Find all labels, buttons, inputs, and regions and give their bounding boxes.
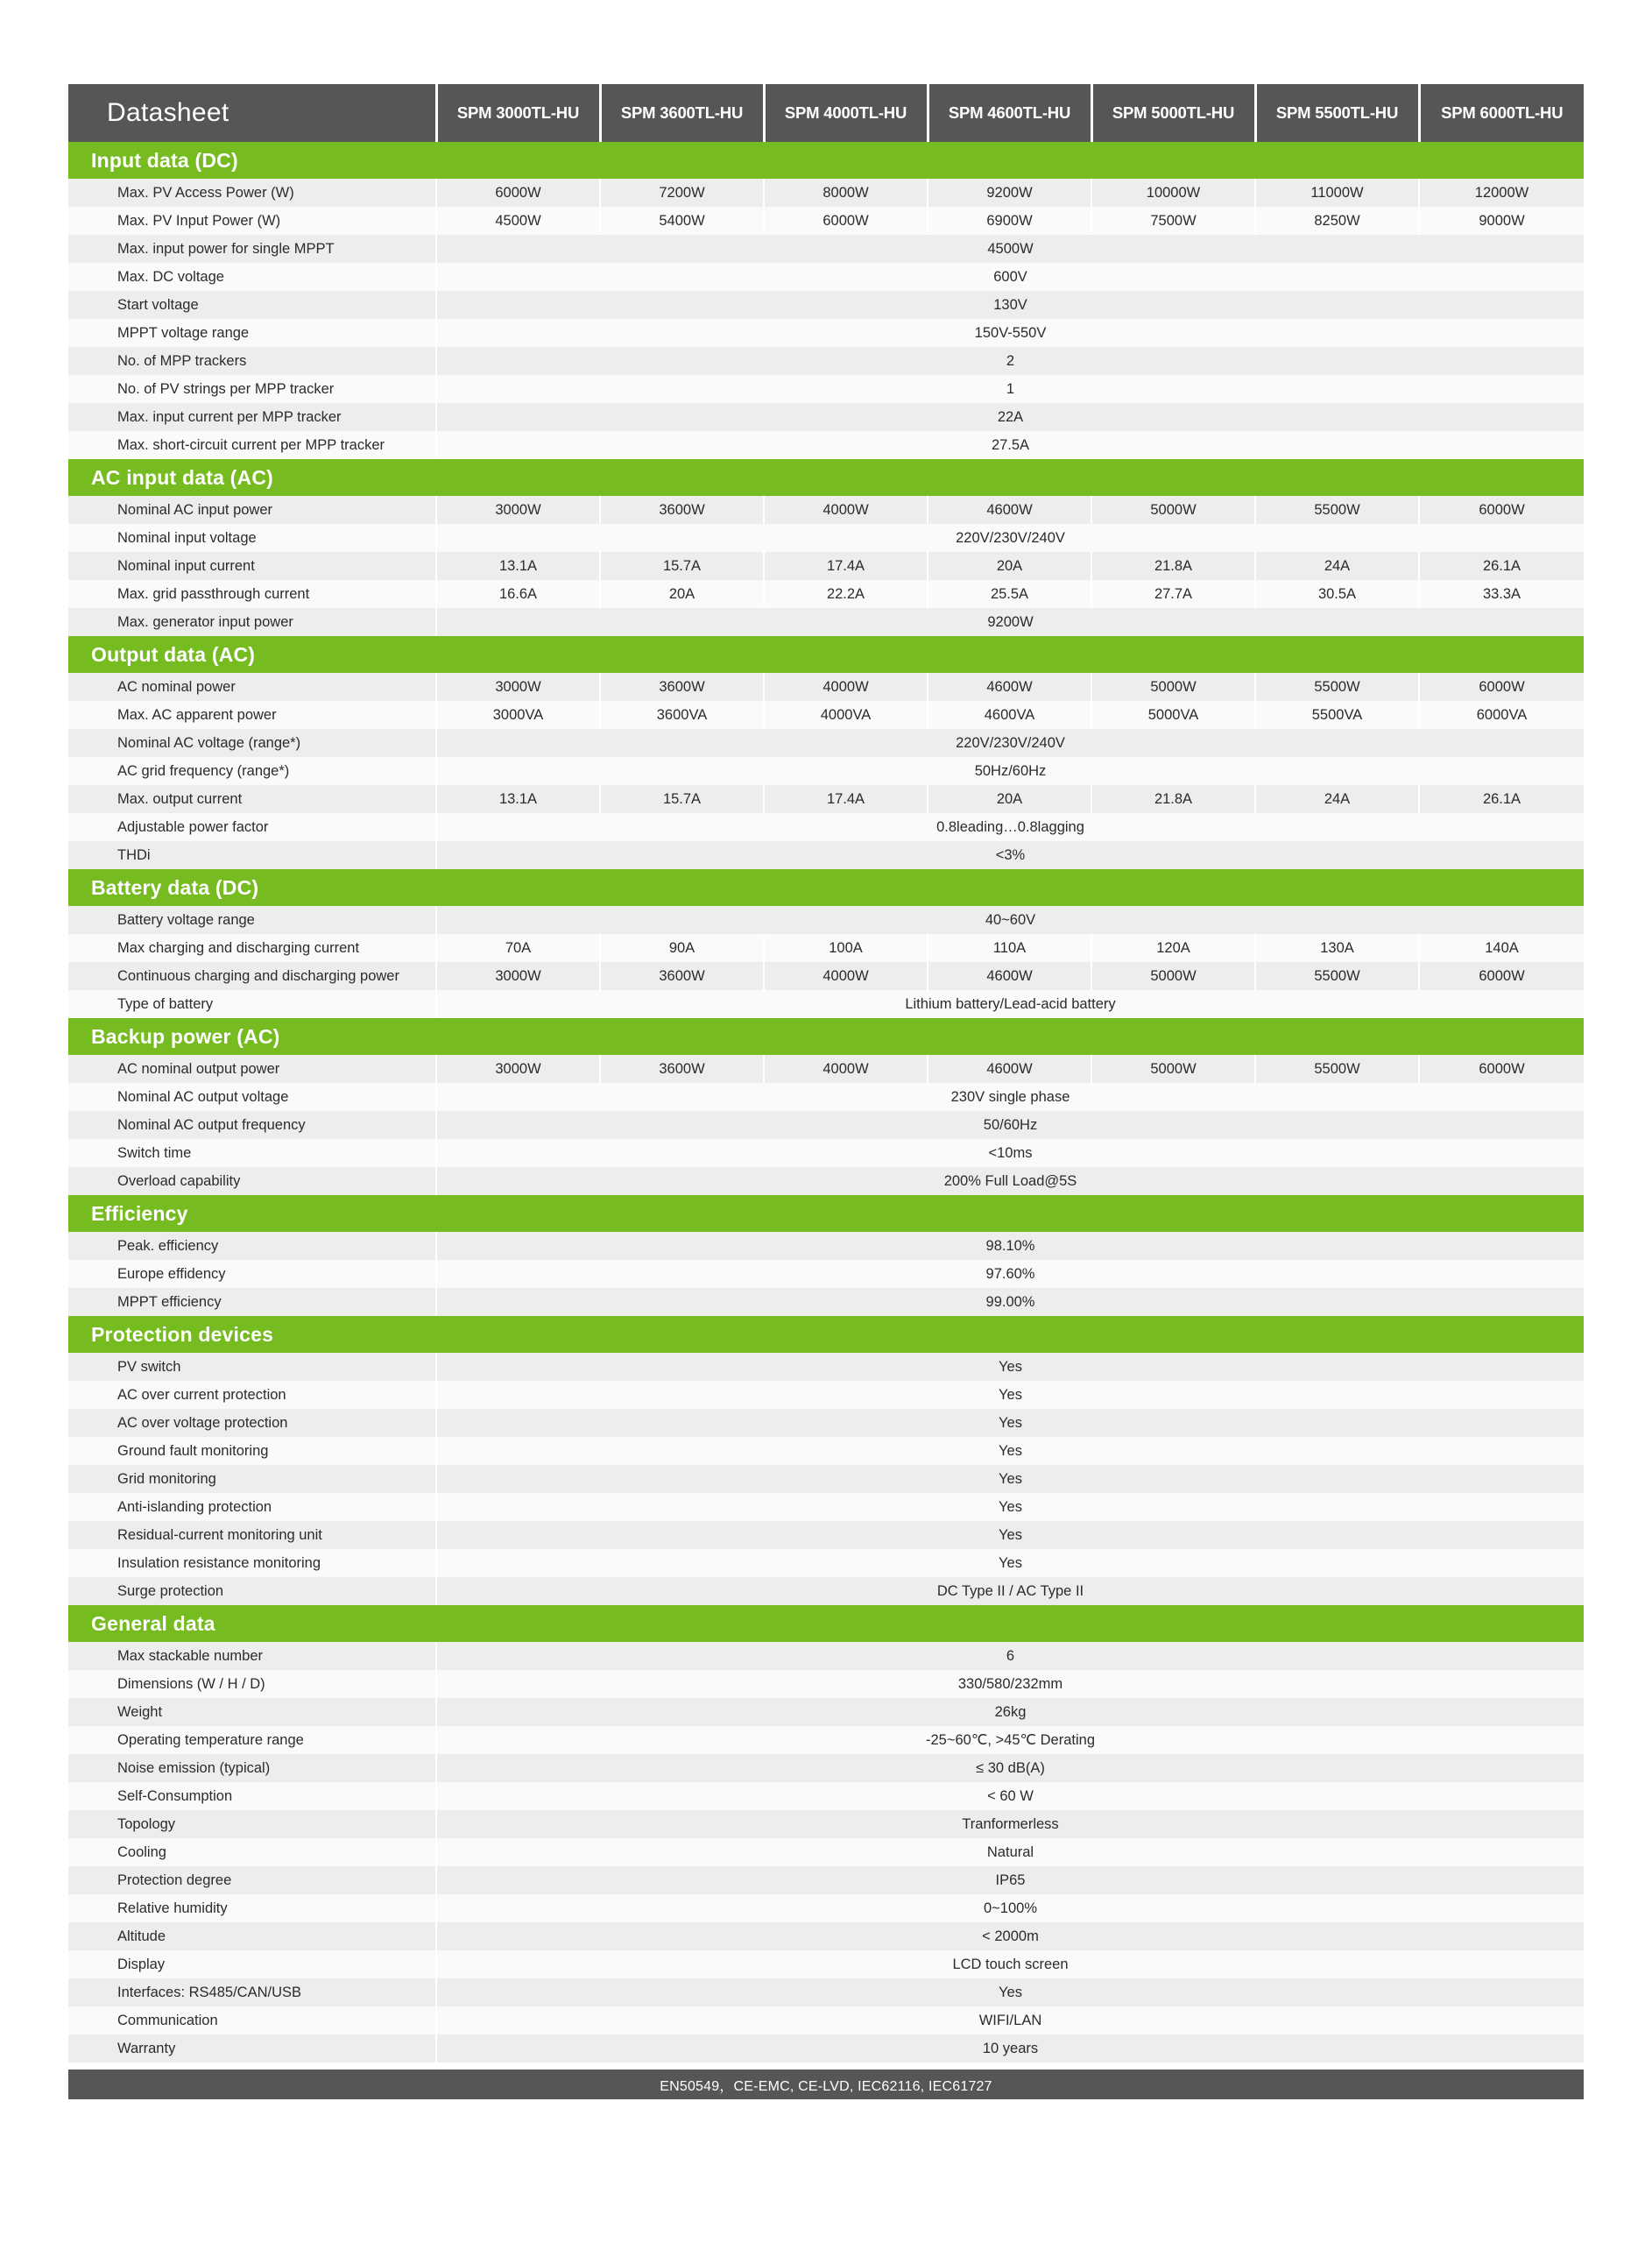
table-row: [68, 1465, 1584, 1493]
spec-value-all-models: 6: [436, 1642, 1584, 1670]
spec-label: Altitude: [68, 1922, 436, 1950]
spec-value-all-models: 97.60%: [436, 1260, 1584, 1288]
spec-label: AC nominal output power: [68, 1055, 436, 1083]
section-header-row: [68, 459, 1584, 496]
spec-label: Max. short-circuit current per MPP tracker: [68, 431, 436, 459]
spec-value-model-1: 3000W: [436, 496, 600, 524]
spec-label: Max. PV Access Power (W): [68, 179, 436, 207]
section-title: AC input data (AC): [68, 459, 1584, 496]
spec-label: Nominal input current: [68, 552, 436, 580]
table-row: [68, 2034, 1584, 2063]
table-row: [68, 1978, 1584, 2006]
table-row: [68, 552, 1584, 580]
spec-label: Peak. efficiency: [68, 1232, 436, 1260]
spec-label: No. of PV strings per MPP tracker: [68, 375, 436, 403]
spec-label: Switch time: [68, 1139, 436, 1167]
table-row: [68, 431, 1584, 459]
spec-label: Noise emission (typical): [68, 1754, 436, 1782]
table-row: [68, 1894, 1584, 1922]
spec-value-model-4: 110A: [928, 934, 1091, 962]
spec-value-model-4: 20A: [928, 785, 1091, 813]
spec-value-model-6: 5500W: [1255, 962, 1419, 990]
table-row: [68, 1726, 1584, 1754]
spec-value-model-4: 6900W: [928, 207, 1091, 235]
spec-value-model-6: 30.5A: [1255, 580, 1419, 608]
spec-value-all-models: Yes: [436, 1353, 1584, 1381]
spec-value-all-models: 130V: [436, 291, 1584, 319]
section-header-row: [68, 1316, 1584, 1353]
section-header-row: [68, 1018, 1584, 1055]
table-row: [68, 1922, 1584, 1950]
column-header-model-3: SPM 4000TL-HU: [764, 84, 928, 142]
spec-value-model-5: 5000W: [1091, 496, 1255, 524]
spec-label: Grid monitoring: [68, 1465, 436, 1493]
table-row: [68, 1754, 1584, 1782]
spec-label: Weight: [68, 1698, 436, 1726]
spec-label: AC over current protection: [68, 1381, 436, 1409]
spec-value-all-models: 99.00%: [436, 1288, 1584, 1316]
table-row: [68, 2006, 1584, 2034]
table-row: [68, 1549, 1584, 1577]
table-row: [68, 207, 1584, 235]
spec-label: MPPT voltage range: [68, 319, 436, 347]
column-header-model-1: SPM 3000TL-HU: [436, 84, 600, 142]
table-row: [68, 375, 1584, 403]
table-row: [68, 1493, 1584, 1521]
spec-value-model-3: 4000W: [764, 496, 928, 524]
table-row: [68, 757, 1584, 785]
spec-label: Max. input current per MPP tracker: [68, 403, 436, 431]
spec-value-all-models: IP65: [436, 1866, 1584, 1894]
spec-label: Self-Consumption: [68, 1782, 436, 1810]
spec-value-model-1: 3000W: [436, 1055, 600, 1083]
spec-value-all-models: 220V/230V/240V: [436, 729, 1584, 757]
spec-value-model-6: 24A: [1255, 552, 1419, 580]
spec-value-all-models: 4500W: [436, 235, 1584, 263]
spec-value-all-models: 220V/230V/240V: [436, 524, 1584, 552]
spec-value-all-models: LCD touch screen: [436, 1950, 1584, 1978]
spec-value-all-models: -25~60℃, >45℃ Derating: [436, 1726, 1584, 1754]
spec-label: THDi: [68, 841, 436, 869]
table-row: [68, 1782, 1584, 1810]
spec-value-all-models: Yes: [436, 1437, 1584, 1465]
spec-value-model-1: 13.1A: [436, 552, 600, 580]
spec-label: No. of MPP trackers: [68, 347, 436, 375]
spec-label: Warranty: [68, 2034, 436, 2063]
spec-value-model-3: 17.4A: [764, 552, 928, 580]
spec-value-model-1: 3000W: [436, 962, 600, 990]
column-header-model-5: SPM 5000TL-HU: [1091, 84, 1255, 142]
table-row: [68, 1838, 1584, 1866]
spec-value-model-3: 4000VA: [764, 701, 928, 729]
spec-value-model-6: 5500W: [1255, 1055, 1419, 1083]
spec-label: AC nominal power: [68, 673, 436, 701]
spec-value-model-4: 9200W: [928, 179, 1091, 207]
certification-text: EN50549，CE-EMC, CE-LVD, IEC62116, IEC61727: [660, 2078, 992, 2094]
table-row: [68, 524, 1584, 552]
table-row: [68, 496, 1584, 524]
spec-value-model-2: 7200W: [600, 179, 764, 207]
table-row: [68, 1381, 1584, 1409]
table-row: [68, 1577, 1584, 1605]
spec-label: Protection degree: [68, 1866, 436, 1894]
spec-value-model-3: 22.2A: [764, 580, 928, 608]
spec-value-model-4: 20A: [928, 552, 1091, 580]
spec-value-model-5: 5000W: [1091, 962, 1255, 990]
spec-value-model-3: 100A: [764, 934, 928, 962]
spec-value-model-3: 4000W: [764, 673, 928, 701]
table-row: [68, 990, 1584, 1018]
spec-value-all-models: 150V-550V: [436, 319, 1584, 347]
column-header-model-6: SPM 5500TL-HU: [1255, 84, 1419, 142]
spec-value-model-7: 6000W: [1419, 962, 1584, 990]
spec-value-all-models: Lithium battery/Lead-acid battery: [436, 990, 1584, 1018]
spec-label: Nominal AC output voltage: [68, 1083, 436, 1111]
spec-value-all-models: 50Hz/60Hz: [436, 757, 1584, 785]
table-row: [68, 934, 1584, 962]
table-row: [68, 1167, 1584, 1195]
spec-value-all-models: Yes: [436, 1409, 1584, 1437]
table-row: [68, 1111, 1584, 1139]
spec-value-model-5: 21.8A: [1091, 785, 1255, 813]
table-row: [68, 1437, 1584, 1465]
section-title: Output data (AC): [68, 636, 1584, 673]
spec-label: Dimensions (W / H / D): [68, 1670, 436, 1698]
column-header-model-4: SPM 4600TL-HU: [928, 84, 1091, 142]
table-row: [68, 1866, 1584, 1894]
spec-value-model-6: 130A: [1255, 934, 1419, 962]
section-header-row: [68, 869, 1584, 906]
spec-value-model-6: 24A: [1255, 785, 1419, 813]
spec-label: Nominal input voltage: [68, 524, 436, 552]
spec-value-model-1: 4500W: [436, 207, 600, 235]
spec-value-all-models: < 2000m: [436, 1922, 1584, 1950]
spec-label: Max. generator input power: [68, 608, 436, 636]
spec-label: Max. DC voltage: [68, 263, 436, 291]
spec-label: Nominal AC input power: [68, 496, 436, 524]
table-row: [68, 179, 1584, 207]
spec-label: Europe effidency: [68, 1260, 436, 1288]
spec-label: Communication: [68, 2006, 436, 2034]
spec-value-all-models: Yes: [436, 1465, 1584, 1493]
spec-value-all-models: Tranformerless: [436, 1810, 1584, 1838]
spec-label: Insulation resistance monitoring: [68, 1549, 436, 1577]
table-row: [68, 962, 1584, 990]
spec-value-all-models: 0~100%: [436, 1894, 1584, 1922]
spec-value-model-7: 12000W: [1419, 179, 1584, 207]
table-row: [68, 701, 1584, 729]
table-row: [68, 1950, 1584, 1978]
spec-label: MPPT efficiency: [68, 1288, 436, 1316]
table-row: [68, 1409, 1584, 1437]
spec-value-all-models: 200% Full Load@5S: [436, 1167, 1584, 1195]
spec-label: Type of battery: [68, 990, 436, 1018]
table-row: [68, 1353, 1584, 1381]
section-title: Battery data (DC): [68, 869, 1584, 906]
table-row: [68, 347, 1584, 375]
spec-value-model-2: 3600W: [600, 673, 764, 701]
section-header-row: [68, 142, 1584, 179]
spec-value-model-2: 15.7A: [600, 552, 764, 580]
table-row: [68, 729, 1584, 757]
spec-value-model-2: 3600VA: [600, 701, 764, 729]
spec-value-all-models: 40~60V: [436, 906, 1584, 934]
table-row: [68, 1260, 1584, 1288]
spec-value-model-4: 4600W: [928, 673, 1091, 701]
section-title: Efficiency: [68, 1195, 1584, 1232]
spec-value-all-models: DC Type II / AC Type II: [436, 1577, 1584, 1605]
spec-label: Topology: [68, 1810, 436, 1838]
spec-label: Max charging and discharging current: [68, 934, 436, 962]
table-row: [68, 785, 1584, 813]
table-row: [68, 403, 1584, 431]
spec-value-model-6: 5500W: [1255, 496, 1419, 524]
spec-value-model-2: 3600W: [600, 1055, 764, 1083]
spec-value-all-models: 330/580/232mm: [436, 1670, 1584, 1698]
section-title: Protection devices: [68, 1316, 1584, 1353]
spec-label: Operating temperature range: [68, 1726, 436, 1754]
table-row: [68, 319, 1584, 347]
spec-value-all-models: < 60 W: [436, 1782, 1584, 1810]
table-row: [68, 1698, 1584, 1726]
spec-value-all-models: 26kg: [436, 1698, 1584, 1726]
spec-value-model-2: 5400W: [600, 207, 764, 235]
spec-value-model-1: 70A: [436, 934, 600, 962]
spec-value-model-5: 5000VA: [1091, 701, 1255, 729]
spec-value-model-3: 6000W: [764, 207, 928, 235]
spec-value-model-7: 26.1A: [1419, 552, 1584, 580]
spec-value-model-7: 6000W: [1419, 1055, 1584, 1083]
table-row: [68, 841, 1584, 869]
table-row: [68, 608, 1584, 636]
spec-value-model-2: 20A: [600, 580, 764, 608]
spec-value-model-6: 8250W: [1255, 207, 1419, 235]
spec-value-all-models: <3%: [436, 841, 1584, 869]
spec-value-model-7: 9000W: [1419, 207, 1584, 235]
spec-value-model-7: 33.3A: [1419, 580, 1584, 608]
spec-label: Interfaces: RS485/CAN/USB: [68, 1978, 436, 2006]
spec-value-model-7: 6000W: [1419, 496, 1584, 524]
spec-value-model-2: 90A: [600, 934, 764, 962]
spec-value-model-5: 10000W: [1091, 179, 1255, 207]
spec-value-all-models: 27.5A: [436, 431, 1584, 459]
table-row: [68, 263, 1584, 291]
spec-value-model-6: 5500VA: [1255, 701, 1419, 729]
spec-label: Continuous charging and discharging power: [68, 962, 436, 990]
spec-value-model-7: 26.1A: [1419, 785, 1584, 813]
spec-value-all-models: Yes: [436, 1521, 1584, 1549]
spec-value-model-4: 4600W: [928, 962, 1091, 990]
spec-value-all-models: 50/60Hz: [436, 1111, 1584, 1139]
section-title: Backup power (AC): [68, 1018, 1584, 1055]
spec-value-all-models: 9200W: [436, 608, 1584, 636]
spec-label: Relative humidity: [68, 1894, 436, 1922]
spec-value-all-models: Yes: [436, 1493, 1584, 1521]
spec-label: Max. output current: [68, 785, 436, 813]
spec-label: Max. grid passthrough current: [68, 580, 436, 608]
spec-value-model-1: 6000W: [436, 179, 600, 207]
spec-value-model-3: 17.4A: [764, 785, 928, 813]
spec-value-model-7: 140A: [1419, 934, 1584, 962]
spec-value-all-models: 98.10%: [436, 1232, 1584, 1260]
spec-value-model-3: 8000W: [764, 179, 928, 207]
spec-value-model-5: 21.8A: [1091, 552, 1255, 580]
spec-label: Max stackable number: [68, 1642, 436, 1670]
table-row: [68, 673, 1584, 701]
spec-value-model-6: 11000W: [1255, 179, 1419, 207]
table-row: [68, 813, 1584, 841]
spec-value-model-4: 4600W: [928, 496, 1091, 524]
spec-value-model-5: 120A: [1091, 934, 1255, 962]
spec-label: Anti-islanding protection: [68, 1493, 436, 1521]
table-row: [68, 235, 1584, 263]
spec-value-all-models: 22A: [436, 403, 1584, 431]
spec-label: Ground fault monitoring: [68, 1437, 436, 1465]
column-header-model-2: SPM 3600TL-HU: [600, 84, 764, 142]
spec-value-model-1: 3000W: [436, 673, 600, 701]
spec-label: Cooling: [68, 1838, 436, 1866]
table-row: [68, 1642, 1584, 1670]
spec-label: AC over voltage protection: [68, 1409, 436, 1437]
spec-value-model-3: 4000W: [764, 962, 928, 990]
table-row: [68, 1083, 1584, 1111]
spec-value-model-3: 4000W: [764, 1055, 928, 1083]
table-row: [68, 1670, 1584, 1698]
spec-value-model-5: 7500W: [1091, 207, 1255, 235]
table-row: [68, 291, 1584, 319]
spec-value-model-1: 13.1A: [436, 785, 600, 813]
page-title: Datasheet: [68, 84, 436, 142]
section-header-row: [68, 1195, 1584, 1232]
spec-value-all-models: Yes: [436, 1978, 1584, 2006]
spec-value-all-models: ≤ 30 dB(A): [436, 1754, 1584, 1782]
spec-label: Nominal AC output frequency: [68, 1111, 436, 1139]
spec-value-all-models: Yes: [436, 1549, 1584, 1577]
table-row: [68, 1810, 1584, 1838]
section-title: General data: [68, 1605, 1584, 1642]
section-header-row: [68, 1605, 1584, 1642]
spec-label: PV switch: [68, 1353, 436, 1381]
spec-label: Surge protection: [68, 1577, 436, 1605]
table-row: [68, 1139, 1584, 1167]
spec-value-all-models: Natural: [436, 1838, 1584, 1866]
table-row: [68, 580, 1584, 608]
spec-value-model-7: 6000W: [1419, 673, 1584, 701]
spec-value-all-models: Yes: [436, 1381, 1584, 1409]
table-row: [68, 906, 1584, 934]
spec-label: Residual-current monitoring unit: [68, 1521, 436, 1549]
column-header-model-7: SPM 6000TL-HU: [1419, 84, 1584, 142]
spec-label: Start voltage: [68, 291, 436, 319]
spec-value-model-5: 5000W: [1091, 1055, 1255, 1083]
table-row: [68, 1055, 1584, 1083]
spec-value-all-models: 0.8leading…0.8lagging: [436, 813, 1584, 841]
spec-label: Battery voltage range: [68, 906, 436, 934]
table-row: [68, 1288, 1584, 1316]
spec-label: Adjustable power factor: [68, 813, 436, 841]
spec-label: Max. input power for single MPPT: [68, 235, 436, 263]
spec-value-model-4: 25.5A: [928, 580, 1091, 608]
spec-value-model-2: 3600W: [600, 496, 764, 524]
specification-table: [68, 84, 1584, 2063]
spec-value-model-6: 5500W: [1255, 673, 1419, 701]
section-header-row: [68, 636, 1584, 673]
spec-value-model-2: 3600W: [600, 962, 764, 990]
spec-value-model-4: 4600VA: [928, 701, 1091, 729]
spec-value-all-models: 600V: [436, 263, 1584, 291]
spec-value-all-models: 230V single phase: [436, 1083, 1584, 1111]
table-row: [68, 1232, 1584, 1260]
spec-value-all-models: 2: [436, 347, 1584, 375]
spec-value-model-5: 5000W: [1091, 673, 1255, 701]
spec-label: Max. AC apparent power: [68, 701, 436, 729]
spec-label: Nominal AC voltage (range*): [68, 729, 436, 757]
spec-label: Max. PV Input Power (W): [68, 207, 436, 235]
spec-value-all-models: 1: [436, 375, 1584, 403]
spec-label: Overload capability: [68, 1167, 436, 1195]
spec-value-model-5: 27.7A: [1091, 580, 1255, 608]
spec-value-model-1: 3000VA: [436, 701, 600, 729]
spec-value-all-models: <10ms: [436, 1139, 1584, 1167]
spec-label: AC grid frequency (range*): [68, 757, 436, 785]
spec-value-model-1: 16.6A: [436, 580, 600, 608]
spec-value-model-2: 15.7A: [600, 785, 764, 813]
table-header-row: [68, 84, 1584, 142]
section-title: Input data (DC): [68, 142, 1584, 179]
spec-value-all-models: 10 years: [436, 2034, 1584, 2063]
spec-value-all-models: WIFI/LAN: [436, 2006, 1584, 2034]
spec-value-model-7: 6000VA: [1419, 701, 1584, 729]
spec-value-model-4: 4600W: [928, 1055, 1091, 1083]
certification-footer: [68, 2070, 1584, 2099]
spec-label: Display: [68, 1950, 436, 1978]
table-row: [68, 1521, 1584, 1549]
